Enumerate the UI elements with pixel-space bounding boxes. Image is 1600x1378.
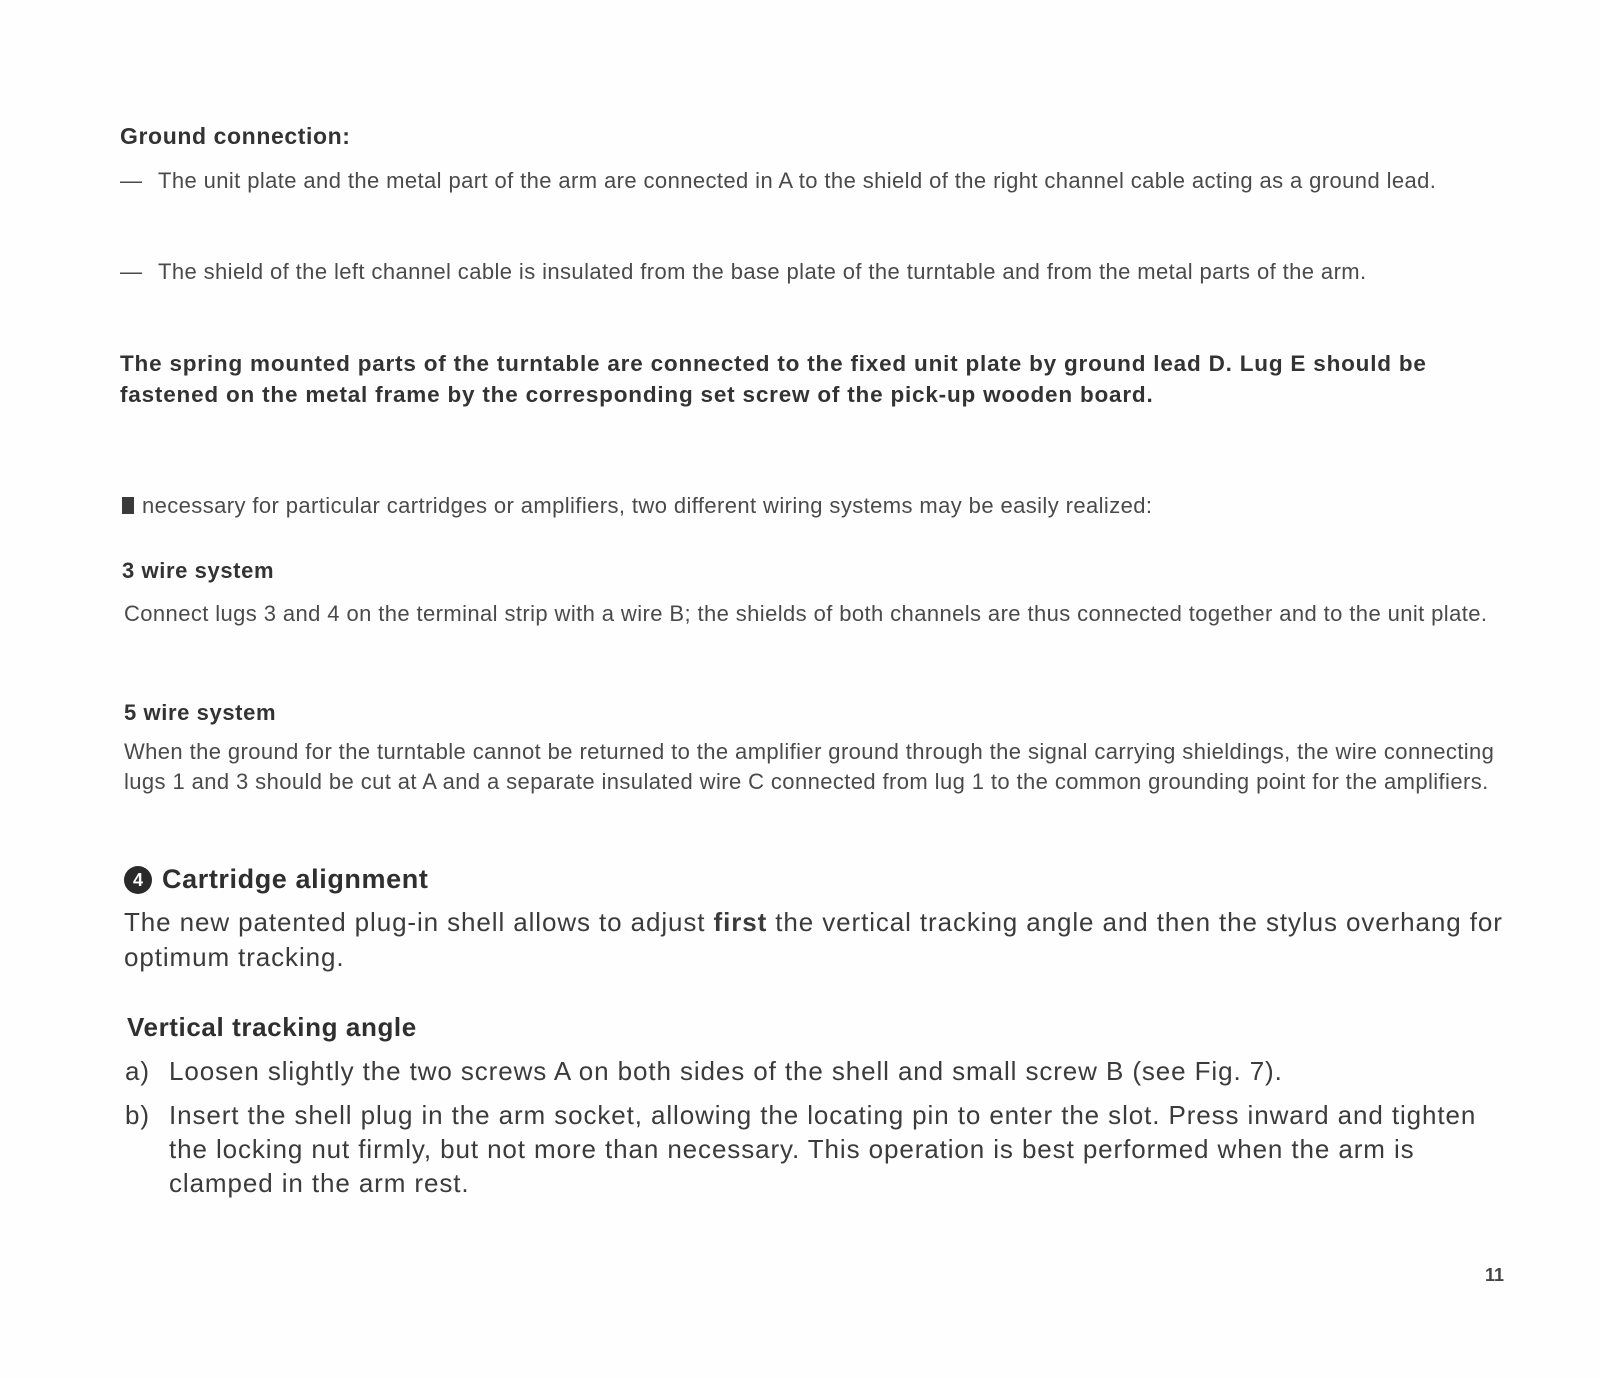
section-number-icon: 4 bbox=[124, 866, 152, 894]
cartridge-alignment-text bbox=[124, 905, 1509, 975]
cartridge-text-part-2: the vertical tracking angle and then the stylus overhang for optimum tracking. bbox=[124, 907, 1503, 972]
five-wire-heading: 5 wire system bbox=[124, 700, 277, 725]
step-b-mark: b) bbox=[125, 1100, 150, 1130]
dash-mark: — bbox=[120, 259, 143, 284]
ground-item-1-text: The unit plate and the metal part of the arm are connected in A to the shield of the right channel cable acting as a ground lead. bbox=[158, 168, 1437, 193]
step-a-mark: a) bbox=[125, 1056, 150, 1086]
square-bullet-icon bbox=[122, 497, 134, 514]
ground-bold-note: The spring mounted parts of the turntable are connected to the fixed unit plate by ground lead D. Lug E should be fastened on the metal frame by the corresponding set screw of the pick-up wooden board. bbox=[120, 351, 1427, 407]
ground-connection-heading: Ground connection: bbox=[120, 123, 351, 149]
three-wire-heading: 3 wire system bbox=[122, 558, 275, 583]
cartridge-text-emphasis: first bbox=[713, 907, 768, 937]
cartridge-alignment-heading bbox=[124, 864, 428, 895]
cartridge-text-part-1: The new patented plug-in shell allows to adjust bbox=[124, 907, 714, 937]
ground-item-2 bbox=[120, 256, 1505, 287]
five-wire-text: When the ground for the turntable cannot be returned to the amplifier ground through the signal carrying shieldings, the wire connecting lugs 1 and 3 should be cut at A and a separate insulated wire C connected from lug 1 to the common grounding point for the amplifiers. bbox=[124, 739, 1495, 794]
step-b-text: Insert the shell plug in the arm socket, allowing the locating pin to enter the slot. Press inward and tighten the locking nut firmly, but not more than necessary. This operation is best performed when the arm is clamped in the arm rest. bbox=[169, 1100, 1477, 1198]
page-number: 11 bbox=[1485, 1265, 1505, 1285]
cartridge-alignment-title: Cartridge alignment bbox=[162, 864, 429, 894]
vertical-step-a bbox=[125, 1054, 1505, 1089]
vertical-tracking-heading: Vertical tracking angle bbox=[127, 1012, 417, 1042]
wiring-intro bbox=[122, 490, 1502, 521]
ground-item-2-text: The shield of the left channel cable is insulated from the base plate of the turntable and from the metal parts of the arm. bbox=[158, 259, 1367, 284]
vertical-step-b bbox=[125, 1098, 1505, 1200]
wiring-intro-text: necessary for particular cartridges or amplifiers, two different wiring systems may be easily realized: bbox=[142, 493, 1153, 518]
dash-mark: — bbox=[120, 168, 143, 193]
three-wire-text: Connect lugs 3 and 4 on the terminal strip with a wire B; the shields of both channels are thus connected together and to the unit plate. bbox=[124, 601, 1488, 626]
ground-item-1 bbox=[120, 165, 1505, 196]
step-a-text: Loosen slightly the two screws A on both sides of the shell and small screw B (see Fig. 7). bbox=[169, 1056, 1283, 1086]
